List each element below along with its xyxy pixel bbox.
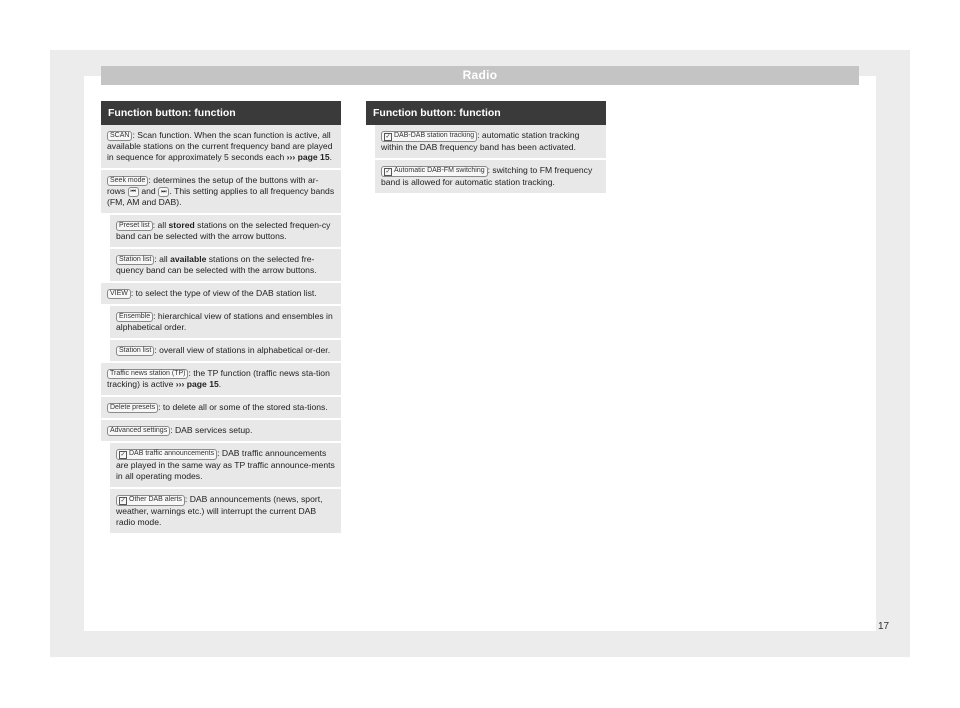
button-label-text: DAB traffic announcements xyxy=(129,450,215,457)
table-row-preset-list xyxy=(101,213,341,247)
row-text: : DAB services setup. xyxy=(170,425,253,435)
row-text: and xyxy=(138,186,159,196)
page-reference-link[interactable]: page 15 xyxy=(297,152,330,162)
delete-presets-button-label: Delete presets xyxy=(107,403,158,413)
table-row-advanced-settings xyxy=(101,418,341,441)
row-text: : to select the type of view of the DAB station list. xyxy=(130,288,317,298)
row-text: : all xyxy=(154,254,171,264)
ensemble-button-label: Ensemble xyxy=(116,312,153,322)
row-text: : determines the setup of the buttons with ar-rows xyxy=(107,175,319,196)
row-text: : DAB traffic announcements are played in the same way as TP traffic announce-ments in all operating modes. xyxy=(116,448,335,481)
button-label-text: Other DAB alerts xyxy=(129,496,182,503)
skip-back-icon: ⏮ xyxy=(128,187,139,197)
row-text: : Scan function. When the scan function is active, all available stations on the current frequency band are played in sequence for approximately 5 seconds each xyxy=(107,130,333,162)
row-text: : overall view of stations in alphabetical or-der. xyxy=(154,345,331,355)
checkbox-icon: ✓ xyxy=(385,134,391,140)
table-row-seek-mode xyxy=(101,168,341,213)
table-row-dab-dab-tracking xyxy=(366,125,606,158)
row-text: stations on the selected frequen-cy band can be selected with the arrow buttons. xyxy=(116,220,331,241)
page-ref-arrow-icon: ››› xyxy=(175,379,185,389)
row-text: : automatic station tracking within the DAB frequency band has been activated. xyxy=(381,130,580,152)
station-list-view-button-label: Station list xyxy=(116,346,154,356)
table-heading: Function button: function xyxy=(366,101,606,125)
dab-dab-tracking-button-label xyxy=(381,131,477,142)
traffic-news-button-label: Traffic news station (TP) xyxy=(107,369,188,379)
table-row-traffic-news xyxy=(101,361,341,395)
page-ref-arrow-icon: ››› xyxy=(286,152,296,162)
table-row-view xyxy=(101,281,341,304)
table-row-delete-presets xyxy=(101,395,341,418)
row-text: : hierarchical view of stations and ensembles in alphabetical order. xyxy=(116,311,333,332)
row-text: : switching to FM frequency band is allowed for automatic station tracking. xyxy=(381,165,593,187)
checkbox-icon: ✓ xyxy=(385,169,391,175)
table-row-station-list-view xyxy=(101,338,341,361)
dab-fm-switching-button-label xyxy=(381,166,488,177)
right-function-table xyxy=(366,101,606,193)
table-heading: Function button: function xyxy=(101,101,341,125)
preset-list-button-label: Preset list xyxy=(116,221,153,231)
dab-traffic-button-label xyxy=(116,449,217,460)
table-row-other-dab-alerts xyxy=(101,487,341,533)
checkbox-icon: ✓ xyxy=(120,498,126,504)
other-dab-alerts-button-label xyxy=(116,495,185,506)
table-row-ensemble xyxy=(101,304,341,338)
row-text-tail: . xyxy=(329,152,333,162)
table-row-dab-traffic xyxy=(101,441,341,487)
row-text-strong: available xyxy=(170,254,207,264)
row-text: : to delete all or some of the stored sta-tions. xyxy=(158,402,328,412)
station-list-button-label: Station list xyxy=(116,255,154,265)
advanced-settings-button-label: Advanced settings xyxy=(107,426,170,436)
table-row-station-list xyxy=(101,247,341,281)
button-label-text: Automatic DAB-FM switching xyxy=(394,167,485,174)
row-text: stations on the selected fre-quency band can be selected with the arrow buttons. xyxy=(116,254,317,275)
row-text: : DAB announcements (news, sport, weather, warnings etc.) will interrupt the current DAB radio mode. xyxy=(116,494,323,527)
page-reference-link[interactable]: page 15 xyxy=(186,379,219,389)
row-text: : the TP function (traffic news sta-tion tracking) is active xyxy=(107,368,330,389)
row-text: : all xyxy=(152,220,169,230)
table-row-dab-fm-switching xyxy=(366,158,606,193)
section-header xyxy=(101,66,859,85)
row-text: . This setting applies to all frequency bands (FM, AM and DAB). xyxy=(107,186,335,207)
checkbox-icon: ✓ xyxy=(120,452,126,458)
section-title: Radio xyxy=(462,68,498,82)
left-function-table xyxy=(101,101,341,533)
seek-mode-button-label: Seek mode xyxy=(107,176,148,186)
scan-button-label: SCAN xyxy=(107,131,132,141)
skip-forward-icon: ⏭ xyxy=(158,187,169,197)
table-row-scan xyxy=(101,125,341,168)
page-number: 17 xyxy=(878,621,890,632)
row-text-tail: . xyxy=(218,379,222,389)
view-button-label: VIEW xyxy=(107,289,131,299)
row-text-strong: stored xyxy=(168,220,195,230)
button-label-text: DAB-DAB station tracking xyxy=(394,132,475,139)
